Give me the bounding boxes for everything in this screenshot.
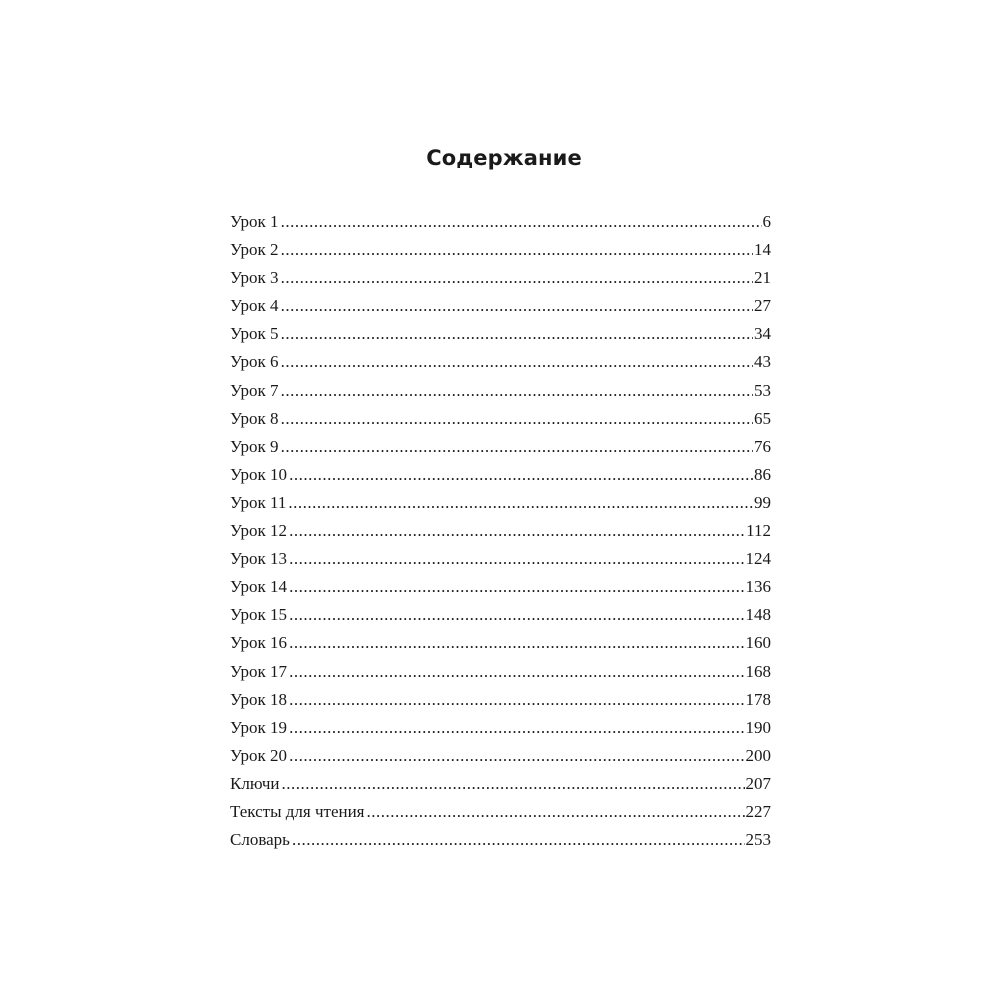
toc-entry-label: Урок 13 (230, 549, 288, 569)
toc-entry (230, 517, 771, 545)
dot-leader (281, 320, 753, 348)
dot-leader (281, 264, 753, 292)
toc-entry-page: 53 (754, 380, 771, 400)
dot-leader (281, 348, 753, 376)
toc-entry (230, 292, 771, 320)
dot-leader (289, 658, 744, 686)
toc-entry-label: Урок 17 (230, 661, 288, 681)
toc-entry (230, 405, 771, 433)
toc-entry-page: 148 (745, 605, 771, 625)
dot-leader (281, 292, 753, 320)
dot-leader (289, 573, 744, 601)
dot-leader (289, 714, 744, 742)
toc-entry (230, 208, 771, 236)
toc-entry-page: 14 (754, 240, 771, 260)
toc-entry-page: 86 (754, 464, 771, 484)
toc-entry-label: Урок 2 (230, 240, 279, 260)
toc-entry-label: Урок 14 (230, 577, 288, 597)
toc-entry-label: Ключи (230, 773, 280, 793)
toc-entry-page: 99 (754, 492, 771, 512)
toc-entry (230, 348, 771, 376)
toc-entry-label: Урок 8 (230, 408, 279, 428)
toc-entry-page: 136 (745, 577, 771, 597)
toc-entry (230, 742, 771, 770)
toc-entry-label: Урок 9 (230, 436, 279, 456)
toc-entry (230, 714, 771, 742)
toc-entry (230, 826, 771, 854)
toc-entry-page: 27 (754, 296, 771, 316)
toc-entry (230, 545, 771, 573)
toc-entry-page: 207 (745, 773, 771, 793)
dot-leader (289, 545, 744, 573)
dot-leader (289, 517, 745, 545)
dot-leader (367, 798, 745, 826)
toc-entry-label: Урок 10 (230, 464, 288, 484)
toc-entry (230, 770, 771, 798)
toc-entry-page: 43 (754, 352, 771, 372)
toc-entry-label: Урок 19 (230, 717, 288, 737)
toc-entry (230, 461, 771, 489)
dot-leader (281, 377, 753, 405)
dot-leader (292, 826, 745, 854)
toc-entry-page: 124 (745, 549, 771, 569)
toc-entry-label: Урок 11 (230, 492, 287, 512)
dot-leader (289, 686, 744, 714)
dot-leader (281, 433, 753, 461)
toc-entry-label: Урок 12 (230, 521, 288, 541)
dot-leader (281, 405, 753, 433)
toc-entry (230, 320, 771, 348)
toc-entry-label: Урок 1 (230, 212, 279, 231)
toc-entry (230, 601, 771, 629)
dot-leader (289, 461, 753, 489)
toc-entry-page: 160 (745, 633, 771, 653)
toc-entry (230, 686, 771, 714)
dot-leader (288, 489, 753, 517)
dot-leader (282, 770, 745, 798)
toc-entry-label: Урок 18 (230, 689, 288, 709)
toc-entry-page: 6 (762, 212, 771, 231)
dot-leader (289, 742, 744, 770)
toc-entry (230, 629, 771, 657)
toc-entry-page: 112 (746, 521, 771, 541)
toc-entry-page: 200 (745, 745, 771, 765)
page-title: Содержание (426, 146, 582, 170)
toc-entry-label: Урок 15 (230, 605, 288, 625)
dot-leader (289, 601, 744, 629)
toc-entry (230, 264, 771, 292)
toc-entry-label: Урок 5 (230, 324, 279, 344)
table-of-contents (230, 208, 771, 854)
toc-entry-label: Урок 20 (230, 745, 288, 765)
toc-entry-label: Словарь (230, 830, 290, 850)
toc-entry-page: 190 (745, 717, 771, 737)
dot-leader (281, 236, 753, 264)
toc-entry-label: Урок 4 (230, 296, 279, 316)
toc-entry (230, 573, 771, 601)
toc-entry-page: 76 (754, 436, 771, 456)
toc-entry (230, 433, 771, 461)
toc-entry-page: 34 (754, 324, 771, 344)
toc-entry-label: Тексты для чтения (230, 801, 365, 821)
toc-entry-label: Урок 3 (230, 268, 279, 288)
toc-entry-label: Урок 6 (230, 352, 279, 372)
toc-entry-label: Урок 16 (230, 633, 288, 653)
toc-entry (230, 658, 771, 686)
toc-entry (230, 236, 771, 264)
toc-entry (230, 798, 771, 826)
toc-entry-page: 227 (745, 801, 771, 821)
toc-entry-page: 21 (754, 268, 771, 288)
toc-entry (230, 377, 771, 405)
toc-entry-page: 168 (745, 661, 771, 681)
toc-entry-label: Урок 7 (230, 380, 279, 400)
toc-entry-page: 253 (745, 830, 771, 850)
dot-leader (281, 208, 762, 236)
toc-entry (230, 489, 771, 517)
dot-leader (289, 629, 744, 657)
toc-entry-page: 178 (745, 689, 771, 709)
toc-entry-page: 65 (754, 408, 771, 428)
